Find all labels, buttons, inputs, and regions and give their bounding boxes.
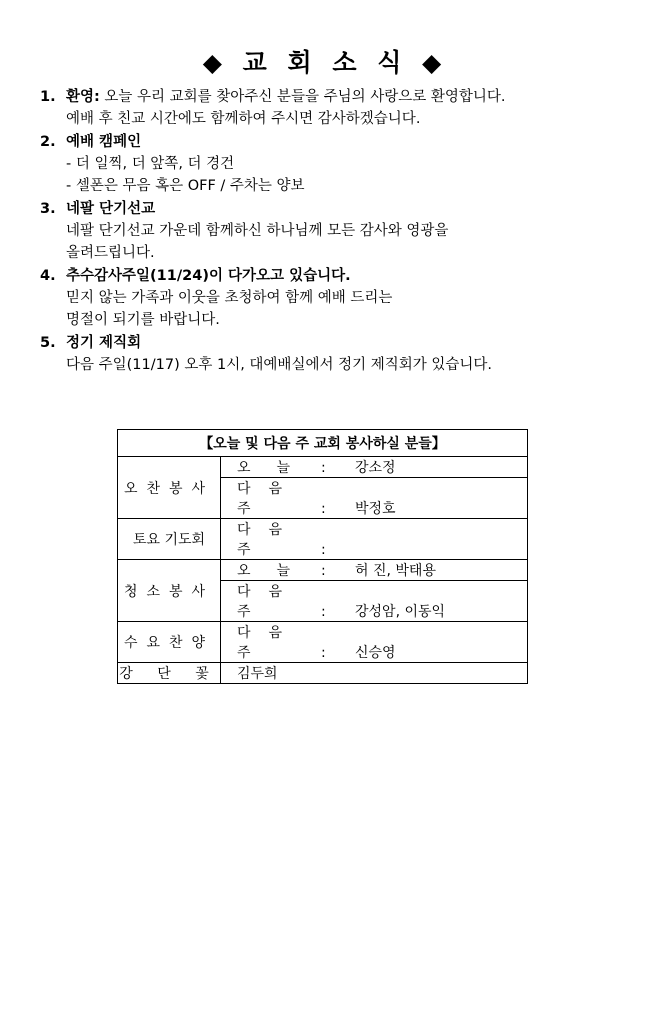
news-heading: 예배 캠페인 xyxy=(66,134,142,150)
day-label: 다음주 xyxy=(237,584,301,620)
service-table xyxy=(117,429,528,684)
news-item-campaign xyxy=(40,131,640,197)
news-heading: 추수감사주일(11/24)이 다가오고 있습니다. xyxy=(66,268,351,284)
news-line: 명절이 되기를 바랍니다. xyxy=(66,312,220,328)
day-label: 오늘 xyxy=(237,563,317,579)
person-name: 허 진, 박태용 xyxy=(355,563,436,579)
news-line: 믿지 않는 가족과 이웃을 초청하여 함께 예배 드리는 xyxy=(66,290,393,306)
news-line: 올려드립니다. xyxy=(66,245,155,261)
category-wednesday-praise: 수요찬양 xyxy=(118,622,221,663)
category-saturday-prayer: 토요 기도회 xyxy=(118,519,221,560)
news-number: 1. xyxy=(40,89,56,105)
news-line: - 더 일찍, 더 앞쪽, 더 경건 xyxy=(66,156,235,172)
news-item-nepal-mission xyxy=(40,198,640,264)
colon: : xyxy=(321,563,326,579)
altar-flowers-label: 강 단 꽃 xyxy=(119,666,219,682)
colon: : xyxy=(321,645,326,661)
day-label: 다음주 xyxy=(237,625,301,661)
table-row xyxy=(118,622,528,663)
colon: : xyxy=(321,460,326,476)
news-text: 오늘 우리 교회를 찾아주신 분들을 주님의 사랑으로 환영합니다. xyxy=(104,89,506,105)
category-cleaning-service: 청소봉사 xyxy=(118,560,221,622)
table-row xyxy=(118,663,528,684)
colon: : xyxy=(321,604,326,620)
news-number: 3. xyxy=(40,201,56,217)
news-line: - 셀폰은 무음 혹은 OFF / 주차는 양보 xyxy=(66,178,305,194)
news-item-welcome xyxy=(40,86,640,130)
news-number: 4. xyxy=(40,268,56,284)
person-name: 강성암, 이동익 xyxy=(355,604,446,620)
news-number: 5. xyxy=(40,335,56,351)
news-line: 다음 주일(11/17) 오후 1시, 대예배실에서 정기 제직회가 있습니다. xyxy=(66,357,492,373)
page-title: ◆ 교 회 소 식 ◆ xyxy=(202,48,448,77)
colon: : xyxy=(321,501,326,517)
day-label: 다음주 xyxy=(237,522,301,558)
news-line: 예배 후 친교 시간에도 함께하여 주시면 감사하겠습니다. xyxy=(66,111,421,127)
news-line: 네팔 단기선교 가운데 함께하신 하나님께 모든 감사와 영광을 xyxy=(66,223,449,239)
day-label: 다음주 xyxy=(237,481,301,517)
person-name: 강소정 xyxy=(355,460,396,476)
colon: : xyxy=(321,542,326,558)
news-list xyxy=(40,86,640,377)
table-row xyxy=(118,519,528,560)
news-number: 2. xyxy=(40,134,56,150)
person-name: 박정호 xyxy=(355,501,396,517)
news-heading: 환영: xyxy=(66,89,100,105)
category-lunch-service: 오찬봉사 xyxy=(118,457,221,519)
news-item-council xyxy=(40,332,640,376)
service-table-header: 【오늘 및 다음 주 교회 봉사하실 분들】 xyxy=(118,430,528,457)
category-altar-flowers xyxy=(118,663,221,684)
news-item-thanksgiving xyxy=(40,265,640,331)
person-name: 신승영 xyxy=(355,645,396,661)
news-heading: 정기 제직회 xyxy=(66,335,142,351)
news-heading: 네팔 단기선교 xyxy=(66,201,156,217)
table-row xyxy=(118,457,528,478)
person-name: 김두희 xyxy=(221,663,528,684)
table-row xyxy=(118,560,528,581)
day-label: 오늘 xyxy=(237,460,317,476)
